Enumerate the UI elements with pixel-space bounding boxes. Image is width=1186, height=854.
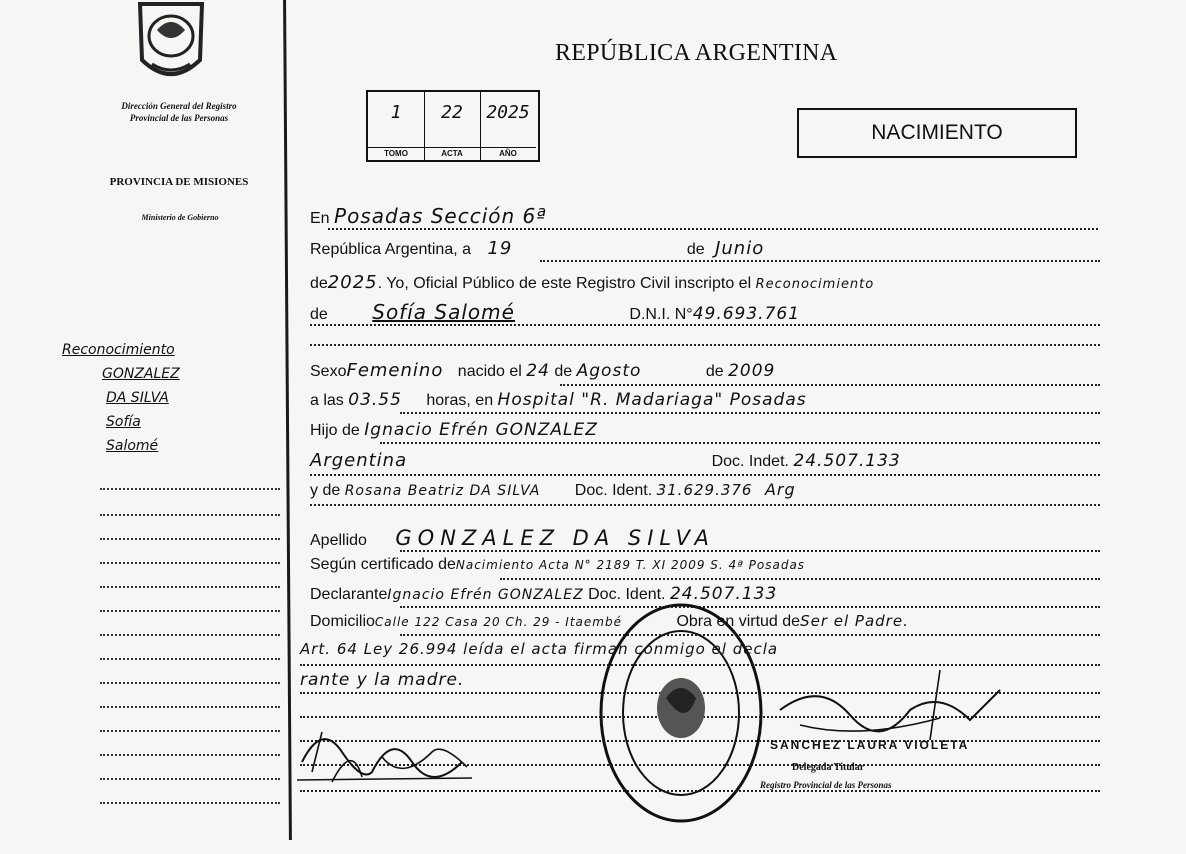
day-value: 19 [487,238,513,259]
margin-note-line: Sofía [106,414,141,430]
domicilio-label: Domicilio [310,613,375,630]
form-rule [540,260,1100,262]
form-line-person [310,300,800,324]
de4-label: de [705,363,724,380]
mother-label: y de [310,482,341,499]
side-rule [100,562,280,564]
form-rule [310,344,1100,346]
form-rule [310,474,1100,476]
apellido-label: Apellido [310,532,367,549]
form-line-certificado [310,556,805,574]
tomo-label: TOMO [368,147,424,158]
provincial-seal-icon [132,0,210,88]
province-name: PROVINCIA DE MISIONES [109,176,249,188]
form-line-father-doc [310,450,901,471]
en-value: Posadas Sección 6ª [334,204,547,228]
form-rule [400,412,1100,414]
year-value: 2025 [327,272,378,293]
margin-divider [283,0,292,840]
official-role: Delegada Titular [792,762,865,773]
month-value: Junio [715,238,765,259]
register-box [366,90,540,162]
side-rule [100,514,280,516]
nacido-label: nacido el [457,363,522,380]
declarante-label: Declarante [310,586,388,603]
form-rule [400,550,1100,552]
form-line-en [310,204,547,228]
birth-day: 24 [526,361,550,381]
mother-nationality: Arg [764,480,796,499]
hijo-label: Hijo de [310,422,360,439]
agency-name: Dirección General del Registro Provincial de las Personas [121,101,237,123]
side-rule [100,610,280,612]
dni-label: D.N.I. N° [629,306,693,323]
side-rule [100,802,280,804]
officer-text: . Yo, Oficial Público de este Registro Civil inscripto el [377,275,752,292]
margin-note-line: Salomé [106,438,159,454]
form-line-date [310,238,764,259]
page-title: REPÚBLICA ARGENTINA [555,40,838,66]
form-rule [500,578,1100,580]
side-rule [100,658,280,660]
anio-cell [480,92,536,160]
observations-line-1: Art. 64 Ley 26.994 leída el acta firman conmigo el decla [300,640,779,658]
form-rule [380,442,1100,444]
acta-label: ACTA [424,147,480,158]
ministry-name: Ministerio de Gobierno [141,213,219,222]
margin-note [62,338,284,458]
certificado-label: Según certificado de [310,556,456,573]
official-name: SANCHEZ LAURA VIOLETA [770,738,970,752]
horas-label: horas, en [426,392,494,409]
dni-value: 49.693.761 [692,304,801,324]
sexo-label: Sexo [310,363,347,380]
side-rule [100,682,280,684]
certificado-value: Nacimiento Acta N° 2189 T. XI 2009 S. 4ª Posadas [455,558,806,572]
side-rule [100,754,280,756]
form-line-apellido [310,526,715,550]
birth-month: Agosto [576,361,642,381]
side-rule [100,488,280,490]
year-prefix: de [310,275,328,292]
observations-line-2: rante y la madre. [300,670,465,690]
sexo-value: Femenino [346,360,444,381]
margin-note-line: Reconocimiento [62,342,175,358]
birth-place: Hospital "R. Madariaga" Posadas [497,390,807,410]
de-label: de [686,241,705,258]
document-type-box: NACIMIENTO [797,108,1077,158]
side-rule [100,586,280,588]
declarante-doc: 24.507.133 [669,584,778,604]
declarante-doc-label: Doc. Ident. [588,586,666,603]
anio-label: AÑO [480,147,536,158]
doc-indet-label: Doc. Indet. [711,453,789,470]
form-line-year [310,272,874,293]
form-line-hora [310,390,807,410]
domicilio-value: Calle 122 Casa 20 Ch. 29 - Itaembé [374,615,622,629]
form-rule [328,228,1098,230]
form-line-hijo [310,420,598,440]
obra-value: Ser el Padre. [800,612,909,630]
alas-label: a las [310,392,344,409]
side-rule [100,634,280,636]
obra-label: Obra en virtud de [676,613,801,630]
father-name: Ignacio Efrén GONZALEZ [364,420,598,440]
form-line-obs2 [300,670,464,690]
side-rule [100,538,280,540]
anio-value: 2025 [486,102,530,123]
form-rule [310,504,1100,506]
birth-time: 03.55 [348,390,402,410]
republica-label: República Argentina, a [310,241,471,258]
form-rule [310,324,1100,326]
person-value: Sofía Salomé [372,300,515,324]
tomo-value: 1 [390,102,402,123]
en-label: En [310,210,330,227]
mother-name: Rosana Beatriz DA SILVA [344,483,541,499]
birth-year: 2009 [728,361,776,381]
father-doc: 24.507.133 [793,451,901,471]
de2-label: de [310,306,328,323]
side-rule [100,778,280,780]
margin-note-line: GONZALEZ [102,366,180,382]
acta-value: 22 [441,102,463,123]
doc-ident-label: Doc. Ident. [574,482,653,499]
margin-note-line: DA SILVA [106,390,169,406]
inscribed-value: Reconocimiento [755,277,875,292]
declarant-signature [292,712,482,792]
apellido-value: GONZALEZ DA SILVA [395,526,715,550]
form-rule [560,384,1100,386]
form-line-sexo [310,360,775,381]
mother-doc: 31.629.376 [656,481,753,499]
side-rule [100,706,280,708]
acta-cell [424,92,481,160]
de3-label: de [554,363,573,380]
side-rule [100,730,280,732]
tomo-cell [368,92,425,160]
form-line-mother [310,480,796,500]
official-department: Registro Provincial de las Personas [760,780,892,790]
declarante-value: Ignacio Efrén GONZALEZ [387,587,584,603]
father-nationality: Argentina [310,450,408,471]
